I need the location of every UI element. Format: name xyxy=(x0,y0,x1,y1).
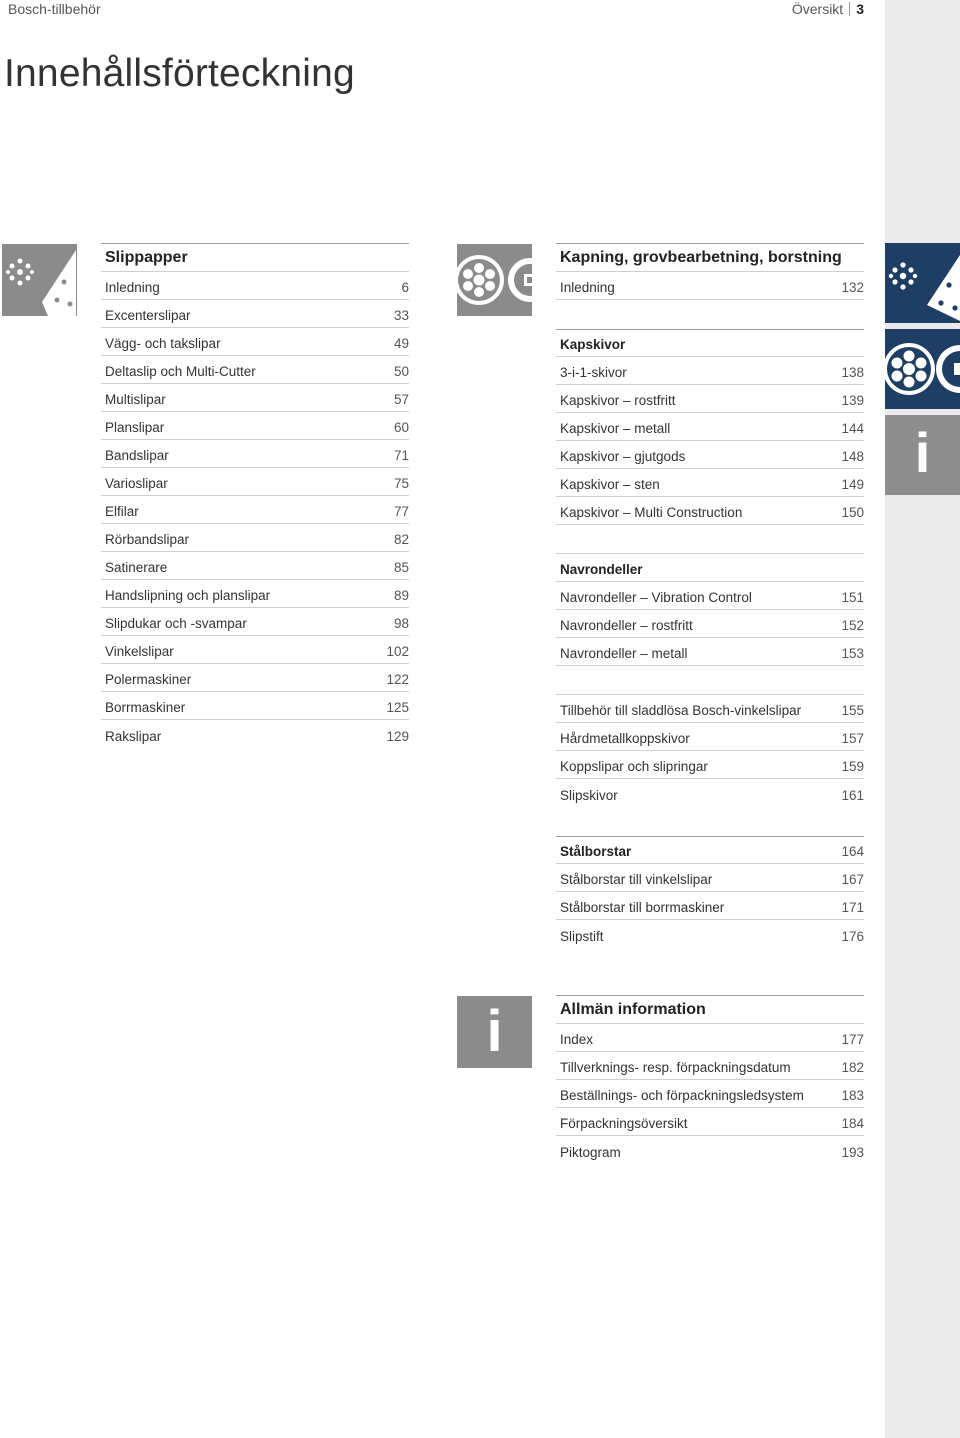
kapning-section xyxy=(556,243,864,948)
toc-page: 159 xyxy=(841,759,864,774)
toc-row[interactable] xyxy=(556,779,864,807)
toc-page: 161 xyxy=(841,788,864,803)
sanding-paper-icon xyxy=(2,244,77,316)
toc-label: Index xyxy=(560,1032,594,1047)
toc-page: 98 xyxy=(393,616,409,631)
toc-page: 50 xyxy=(393,364,409,379)
toc-page: 60 xyxy=(393,420,409,435)
allman-heading: Allmän information xyxy=(556,995,864,1024)
toc-label: Vägg- och takslipar xyxy=(105,336,221,351)
toc-row[interactable] xyxy=(556,272,864,300)
toc-page: 125 xyxy=(386,700,409,715)
toc-label: Kapskivor – rostfritt xyxy=(560,393,676,408)
cutting-wheel-icon xyxy=(457,244,532,316)
toc-row[interactable] xyxy=(556,751,864,779)
toc-label: Rörbandslipar xyxy=(105,532,190,547)
slippapper-heading: Slippapper xyxy=(101,243,409,272)
toc-label: Tillbehör till sladdlösa Bosch-vinkelslipar xyxy=(560,703,802,718)
toc-row[interactable] xyxy=(101,692,409,720)
toc-row[interactable] xyxy=(556,610,864,638)
toc-row[interactable] xyxy=(556,638,864,666)
toc-page: 152 xyxy=(841,618,864,633)
toc-label: Slipskivor xyxy=(560,788,618,803)
toc-label: Elfilar xyxy=(105,504,139,519)
toc-label: Inledning xyxy=(105,280,160,295)
header-section xyxy=(792,1,864,17)
navrondeller-heading: Navrondeller xyxy=(556,554,864,582)
toc-page: 85 xyxy=(393,560,409,575)
toc-label: Bandslipar xyxy=(105,448,169,463)
toc-page: 89 xyxy=(393,588,409,603)
toc-row[interactable] xyxy=(556,497,864,525)
toc-label: Borrmaskiner xyxy=(105,700,186,715)
allman-section xyxy=(556,995,864,1164)
toc-label: Stålborstar till borrmaskiner xyxy=(560,900,725,915)
info-icon: i xyxy=(914,421,931,484)
kapskivor-heading: Kapskivor xyxy=(556,329,864,357)
toc-label: 3-i-1-skivor xyxy=(560,365,627,380)
toc-page: 153 xyxy=(841,646,864,661)
toc-page: 182 xyxy=(841,1060,864,1075)
toc-page: 132 xyxy=(841,280,864,295)
toc-row[interactable] xyxy=(101,552,409,580)
toc-row[interactable] xyxy=(556,441,864,469)
toc-page: 177 xyxy=(841,1032,864,1047)
toc-page: 176 xyxy=(841,929,864,944)
toc-row[interactable] xyxy=(101,636,409,664)
info-icon-large: i xyxy=(486,999,503,1064)
toc-label: Slipdukar och -svampar xyxy=(105,616,247,631)
toc-row[interactable] xyxy=(556,469,864,497)
toc-row[interactable] xyxy=(556,1136,864,1164)
toc-row[interactable] xyxy=(556,1024,864,1052)
toc-row[interactable] xyxy=(556,582,864,610)
toc-page: 6 xyxy=(401,280,409,295)
toc-row[interactable] xyxy=(556,1080,864,1108)
page-number: 3 xyxy=(856,1,864,17)
toc-page: 129 xyxy=(386,729,409,744)
toc-page: 155 xyxy=(841,703,864,718)
toc-row[interactable] xyxy=(556,920,864,948)
spacer xyxy=(556,525,864,554)
toc-row[interactable] xyxy=(556,413,864,441)
toc-label: Polermaskiner xyxy=(105,672,192,687)
toc-label: Planslipar xyxy=(105,420,165,435)
toc-page: 75 xyxy=(393,476,409,491)
toc-page: 138 xyxy=(841,365,864,380)
toc-page: 82 xyxy=(393,532,409,547)
toc-label: Multislipar xyxy=(105,392,166,407)
toc-label: Tillverknings- resp. förpackningsdatum xyxy=(560,1060,791,1075)
toc-row[interactable] xyxy=(556,357,864,385)
toc-page: 33 xyxy=(393,308,409,323)
kapskivor-list xyxy=(556,357,864,525)
stalborstar-list xyxy=(556,864,864,948)
toc-page: 183 xyxy=(841,1088,864,1103)
spacer xyxy=(556,807,864,836)
toc-label: Slipstift xyxy=(560,929,604,944)
toc-row[interactable] xyxy=(101,440,409,468)
header-section-label: Översikt xyxy=(791,1,844,17)
toc-row[interactable] xyxy=(101,272,409,300)
toc-label: Koppslipar och slipringar xyxy=(560,759,708,774)
toc-label: Navrondeller – Vibration Control xyxy=(560,590,752,605)
toc-page: 184 xyxy=(841,1116,864,1131)
toc-page: 57 xyxy=(393,392,409,407)
toc-label: Varioslipar xyxy=(105,476,168,491)
toc-row[interactable] xyxy=(556,1052,864,1080)
toc-page: 122 xyxy=(386,672,409,687)
toc-row[interactable] xyxy=(101,664,409,692)
toc-label: Förpackningsöversikt xyxy=(560,1116,688,1131)
toc-row[interactable] xyxy=(101,496,409,524)
toc-row[interactable] xyxy=(101,412,409,440)
toc-label: Hårdmetallkoppskivor xyxy=(560,731,690,746)
toc-row[interactable] xyxy=(101,720,409,748)
toc-page: 164 xyxy=(841,844,864,859)
toc-page: 167 xyxy=(841,872,864,887)
toc-label: Excenterslipar xyxy=(105,308,191,323)
toc-label: Kapskivor – metall xyxy=(560,421,671,436)
spacer xyxy=(556,300,864,329)
toc-label: Kapskivor – sten xyxy=(560,477,660,492)
sidebar-tab-slippapper[interactable] xyxy=(885,243,960,323)
toc-page: 102 xyxy=(386,644,409,659)
toc-label: Deltaslip och Multi-Cutter xyxy=(105,364,256,379)
toc-page: 49 xyxy=(393,336,409,351)
toc-row[interactable] xyxy=(101,328,409,356)
toc-label: Navrondeller – rostfritt xyxy=(560,618,693,633)
page-title: Innehållsförteckning xyxy=(4,52,355,95)
toc-label: Rakslipar xyxy=(105,729,162,744)
toc-row[interactable] xyxy=(101,580,409,608)
kapning-heading: Kapning, grovbearbetning, borstning xyxy=(556,243,864,272)
toc-row[interactable] xyxy=(556,1108,864,1136)
toc-page: 151 xyxy=(841,590,864,605)
sidebar-tab-kapning[interactable] xyxy=(885,329,960,409)
sidebar-tab-info[interactable] xyxy=(885,415,960,495)
toc-row[interactable] xyxy=(556,695,864,723)
toc-label: Beställnings- och förpackningsledsystem xyxy=(560,1088,804,1103)
header-brand: Bosch-tillbehör xyxy=(8,1,101,17)
toc-label: Navrondeller – metall xyxy=(560,646,688,661)
toc-page: 150 xyxy=(841,505,864,520)
stalborstar-heading[interactable]: Stålborstar 164 xyxy=(556,836,864,864)
toc-row[interactable] xyxy=(101,608,409,636)
toc-page: 157 xyxy=(841,731,864,746)
toc-page: 144 xyxy=(841,421,864,436)
sanding-disc-icon xyxy=(885,243,960,323)
toc-label: Inledning xyxy=(560,280,615,295)
toc-row[interactable] xyxy=(556,864,864,892)
navrondeller-list xyxy=(556,582,864,666)
toc-row[interactable] xyxy=(556,723,864,751)
toc-page: 71 xyxy=(393,448,409,463)
toc-label: Kapskivor – Multi Construction xyxy=(560,505,743,520)
toc-label: Kapskivor – gjutgods xyxy=(560,449,686,464)
toc-page: 149 xyxy=(841,477,864,492)
allman-list xyxy=(556,1024,864,1164)
cutting-disc-icon xyxy=(885,329,960,409)
sidebar xyxy=(885,0,960,1438)
toc-row[interactable] xyxy=(101,468,409,496)
toc-row[interactable] xyxy=(101,300,409,328)
allman-thumbnail xyxy=(457,996,532,1068)
toc-page: 171 xyxy=(841,900,864,915)
toc-page: 193 xyxy=(841,1145,864,1160)
slippapper-list xyxy=(101,272,409,748)
toc-label: Handslipning och planslipar xyxy=(105,588,271,603)
other-list xyxy=(556,695,864,807)
toc-label: Piktogram xyxy=(560,1145,621,1160)
toc-label: Stålborstar till vinkelslipar xyxy=(560,872,713,887)
toc-row[interactable] xyxy=(556,892,864,920)
kapning-thumbnail xyxy=(457,244,532,316)
slippapper-thumbnail xyxy=(2,244,77,316)
toc-row[interactable] xyxy=(101,356,409,384)
toc-label: Vinkelslipar xyxy=(105,644,174,659)
toc-row[interactable] xyxy=(101,384,409,412)
toc-row[interactable] xyxy=(556,385,864,413)
toc-page: 139 xyxy=(841,393,864,408)
toc-label: Satinerare xyxy=(105,560,168,575)
header-divider xyxy=(849,2,850,16)
spacer xyxy=(556,666,864,695)
slippapper-section xyxy=(101,243,409,748)
toc-page: 148 xyxy=(841,449,864,464)
toc-page: 77 xyxy=(393,504,409,519)
toc-row[interactable] xyxy=(101,524,409,552)
